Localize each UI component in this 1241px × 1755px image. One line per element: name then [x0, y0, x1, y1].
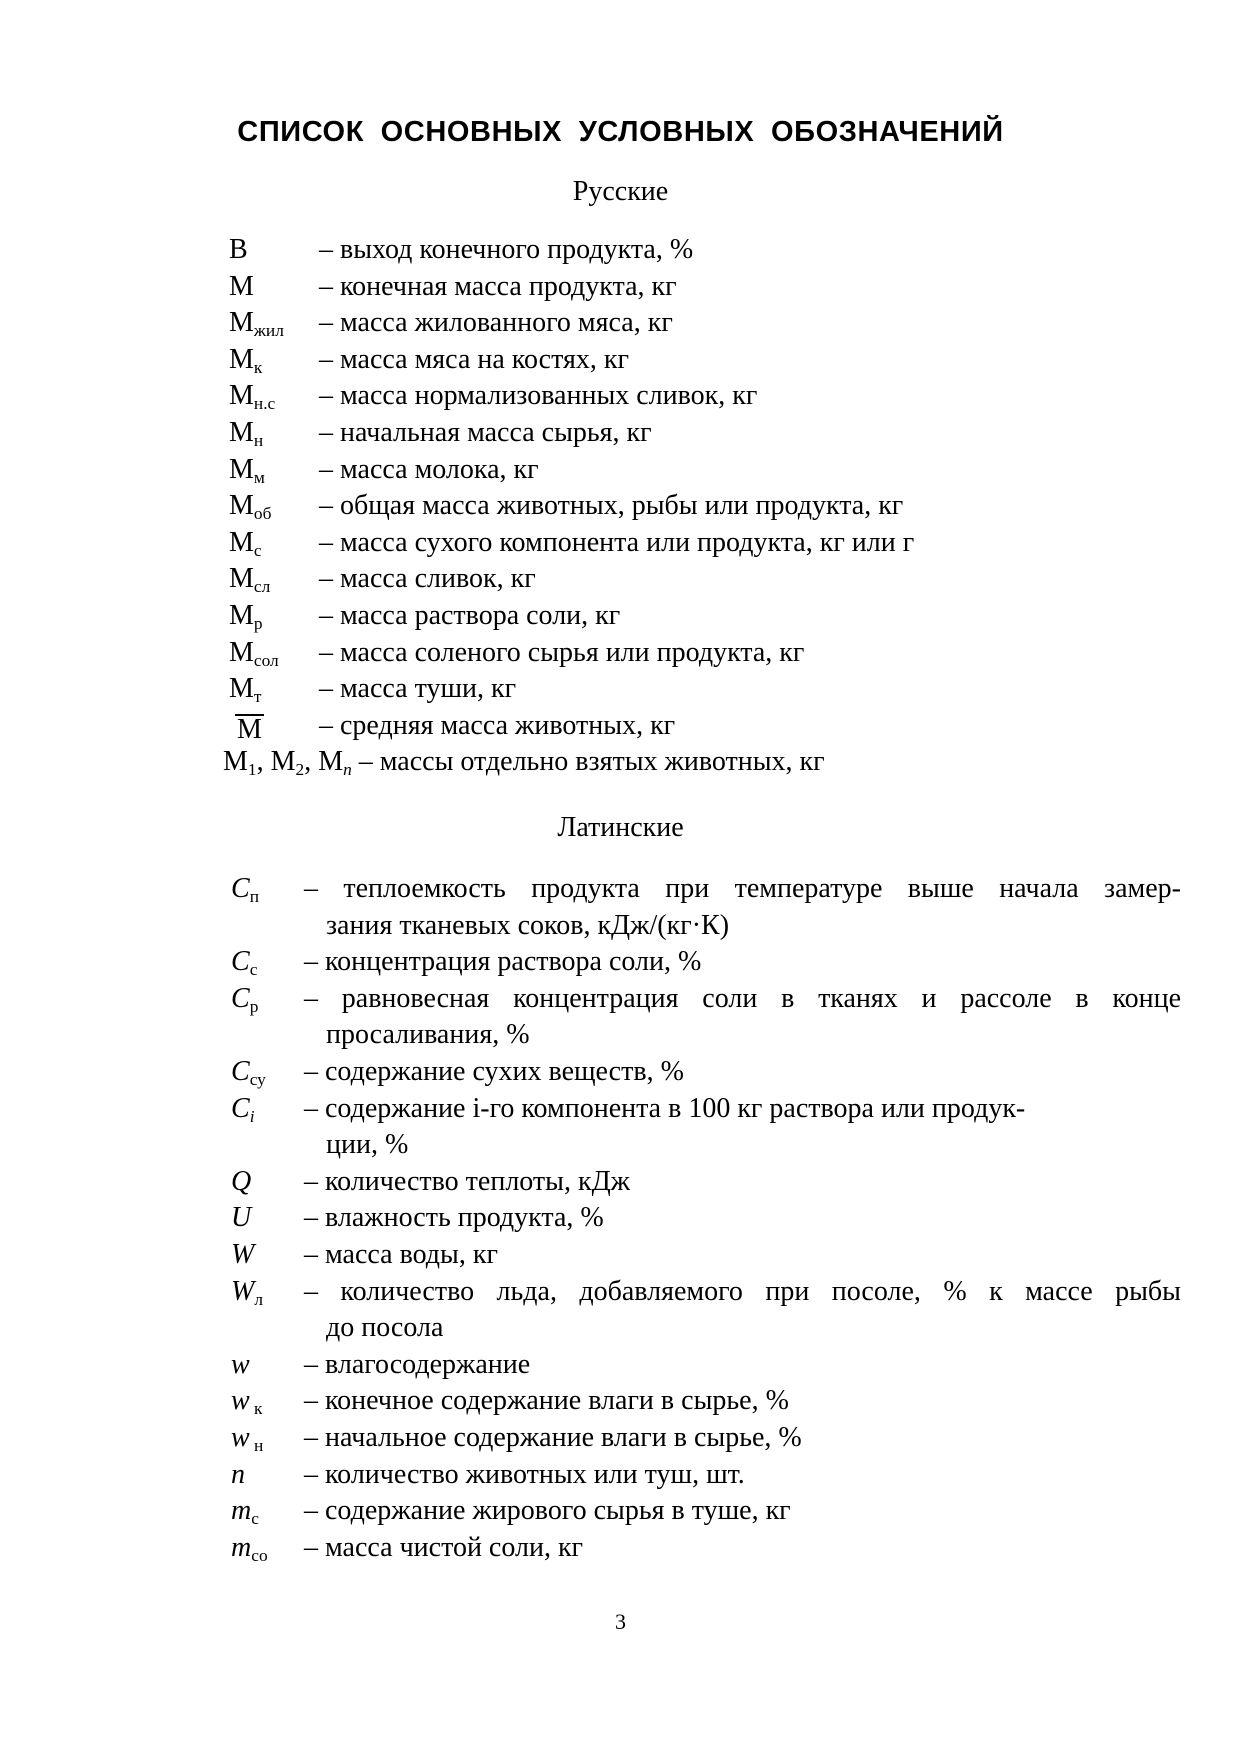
list-item	[229, 671, 1129, 708]
list-item	[229, 561, 1129, 598]
description: – масса сливок, кг	[319, 563, 536, 595]
symbol: $М_к$	[229, 343, 263, 377]
list-item	[231, 1274, 1181, 1347]
symbol: $М_{сол}$	[229, 636, 279, 670]
list-item	[231, 981, 1181, 1054]
description: – масса соленого сырья или продукта, кг	[319, 636, 805, 668]
description: – теплоемкость продукта при температуре выше начала замер- зания тканевых соков, кДж/(кг·К)	[304, 873, 1181, 941]
description: – масса молока, кг	[319, 453, 539, 485]
description: – общая масса животных, рыбы или продукта, кг	[319, 490, 904, 522]
symbol-multi: $М_1$, $М_2$, $М_n$ – массы отдельно взятых животных, кг	[223, 746, 825, 780]
list-item	[231, 1347, 1181, 1384]
list-item	[231, 871, 1181, 944]
list-item	[231, 1200, 1181, 1237]
list-item	[229, 232, 1129, 269]
symbol: W	[231, 1238, 255, 1270]
symbol: $М_р$	[229, 599, 263, 633]
symbol: Q	[231, 1165, 252, 1197]
symbol: $М_т$	[229, 673, 262, 706]
description: – масса раствора соли, кг	[319, 599, 621, 631]
symbol: $m_с$	[231, 1495, 259, 1528]
list-item	[231, 1383, 1181, 1420]
list-item	[229, 488, 1129, 525]
list-item	[231, 1054, 1181, 1091]
description: – количество теплоты, кДж	[304, 1165, 631, 1197]
description: – масса мяса на костях, кг	[319, 343, 629, 375]
description: – конечное содержание влаги в сырье, %	[304, 1385, 789, 1417]
list-item	[229, 452, 1129, 489]
symbol: $C_п$	[231, 873, 259, 906]
description: – масса чистой соли, кг	[304, 1531, 584, 1563]
symbol: w $_н$	[231, 1421, 264, 1455]
page-title: СПИСОК ОСНОВНЫХ УСЛОВНЫХ ОБОЗНАЧЕНИЙ	[237, 116, 1004, 148]
list-item	[229, 342, 1129, 379]
symbol: $М_{об}$	[229, 490, 272, 524]
description: – выход конечного продукта, %	[319, 234, 694, 265]
symbol: n	[231, 1458, 245, 1490]
list-item	[229, 525, 1129, 562]
latin-symbols-list	[231, 871, 1181, 1566]
list-item	[231, 1530, 1181, 1567]
list-item	[223, 744, 1129, 781]
symbol: $М_{сл}$	[229, 563, 271, 597]
symbol: $М_м$	[229, 453, 265, 487]
list-item	[229, 708, 1129, 745]
list-item	[229, 305, 1129, 342]
description: – содержание i-го компонента в 100 кг раствора или продук- ции, %	[304, 1092, 1026, 1161]
description: – количество животных или туш, шт.	[304, 1458, 745, 1490]
description: – начальное содержание влаги в сырье, %	[304, 1421, 802, 1453]
symbol: М	[229, 270, 254, 302]
description: – масса жилованного мяса, кг	[319, 307, 673, 339]
description: – конечная масса продукта, кг	[319, 270, 677, 302]
list-item	[231, 1237, 1181, 1274]
description: – средняя масса животных, кг	[319, 709, 676, 741]
list-item	[231, 1420, 1181, 1457]
list-item	[229, 415, 1129, 452]
description: – содержание сухих веществ, %	[304, 1055, 684, 1087]
list-item	[229, 598, 1129, 635]
list-item	[229, 269, 1129, 306]
description: – влажность продукта, %	[304, 1202, 604, 1234]
description: – количество льда, добавляемого при посоле, % к массе рыбы до посола	[304, 1275, 1181, 1344]
symbol: $W_л$	[231, 1275, 263, 1309]
description: – концентрация раствора соли, %	[304, 946, 702, 978]
list-item	[231, 1164, 1181, 1201]
symbol: $C_р$	[231, 982, 259, 1016]
description: – масса воды, кг	[304, 1238, 498, 1270]
symbol: $М_{жил}$	[229, 307, 284, 341]
description: – масса сухого компонента или продукта, кг или г	[319, 526, 915, 558]
list-item	[229, 378, 1129, 415]
russian-symbols-list	[223, 232, 1129, 781]
description: – начальная масса сырья, кг	[319, 416, 652, 448]
symbol: w	[231, 1348, 250, 1380]
symbol: $C_{су}$	[231, 1055, 266, 1089]
list-item	[231, 1493, 1181, 1530]
symbol-mean-mass: М	[237, 713, 262, 745]
symbol: w $_к$	[231, 1385, 263, 1419]
description: – содержание жирового сырья в туше, кг	[304, 1495, 791, 1527]
page-number: 3	[615, 1609, 626, 1634]
description: – масса нормализованных сливок, кг	[319, 380, 758, 412]
list-item	[229, 635, 1129, 672]
description: – равновесная концентрация соли в тканях и рассоле в конце просаливания, %	[304, 982, 1181, 1051]
symbol: $C_с$	[231, 946, 258, 980]
list-item	[231, 1457, 1181, 1494]
section-heading-latin: Латинские	[557, 812, 684, 843]
symbol: $C_i$	[231, 1092, 255, 1126]
list-item	[231, 1091, 1181, 1164]
symbol: $М_с$	[229, 526, 262, 560]
symbol: $М_н$	[229, 416, 264, 450]
description: – масса туши, кг	[319, 673, 517, 705]
section-heading-russian: Русские	[572, 176, 669, 207]
list-item	[231, 944, 1181, 981]
symbol: $m_{со}$	[231, 1531, 268, 1565]
symbol: $М_{н.с}$	[229, 380, 276, 414]
symbol: U	[231, 1202, 252, 1234]
symbol: В	[229, 234, 248, 265]
description: – влагосодержание	[304, 1348, 531, 1380]
